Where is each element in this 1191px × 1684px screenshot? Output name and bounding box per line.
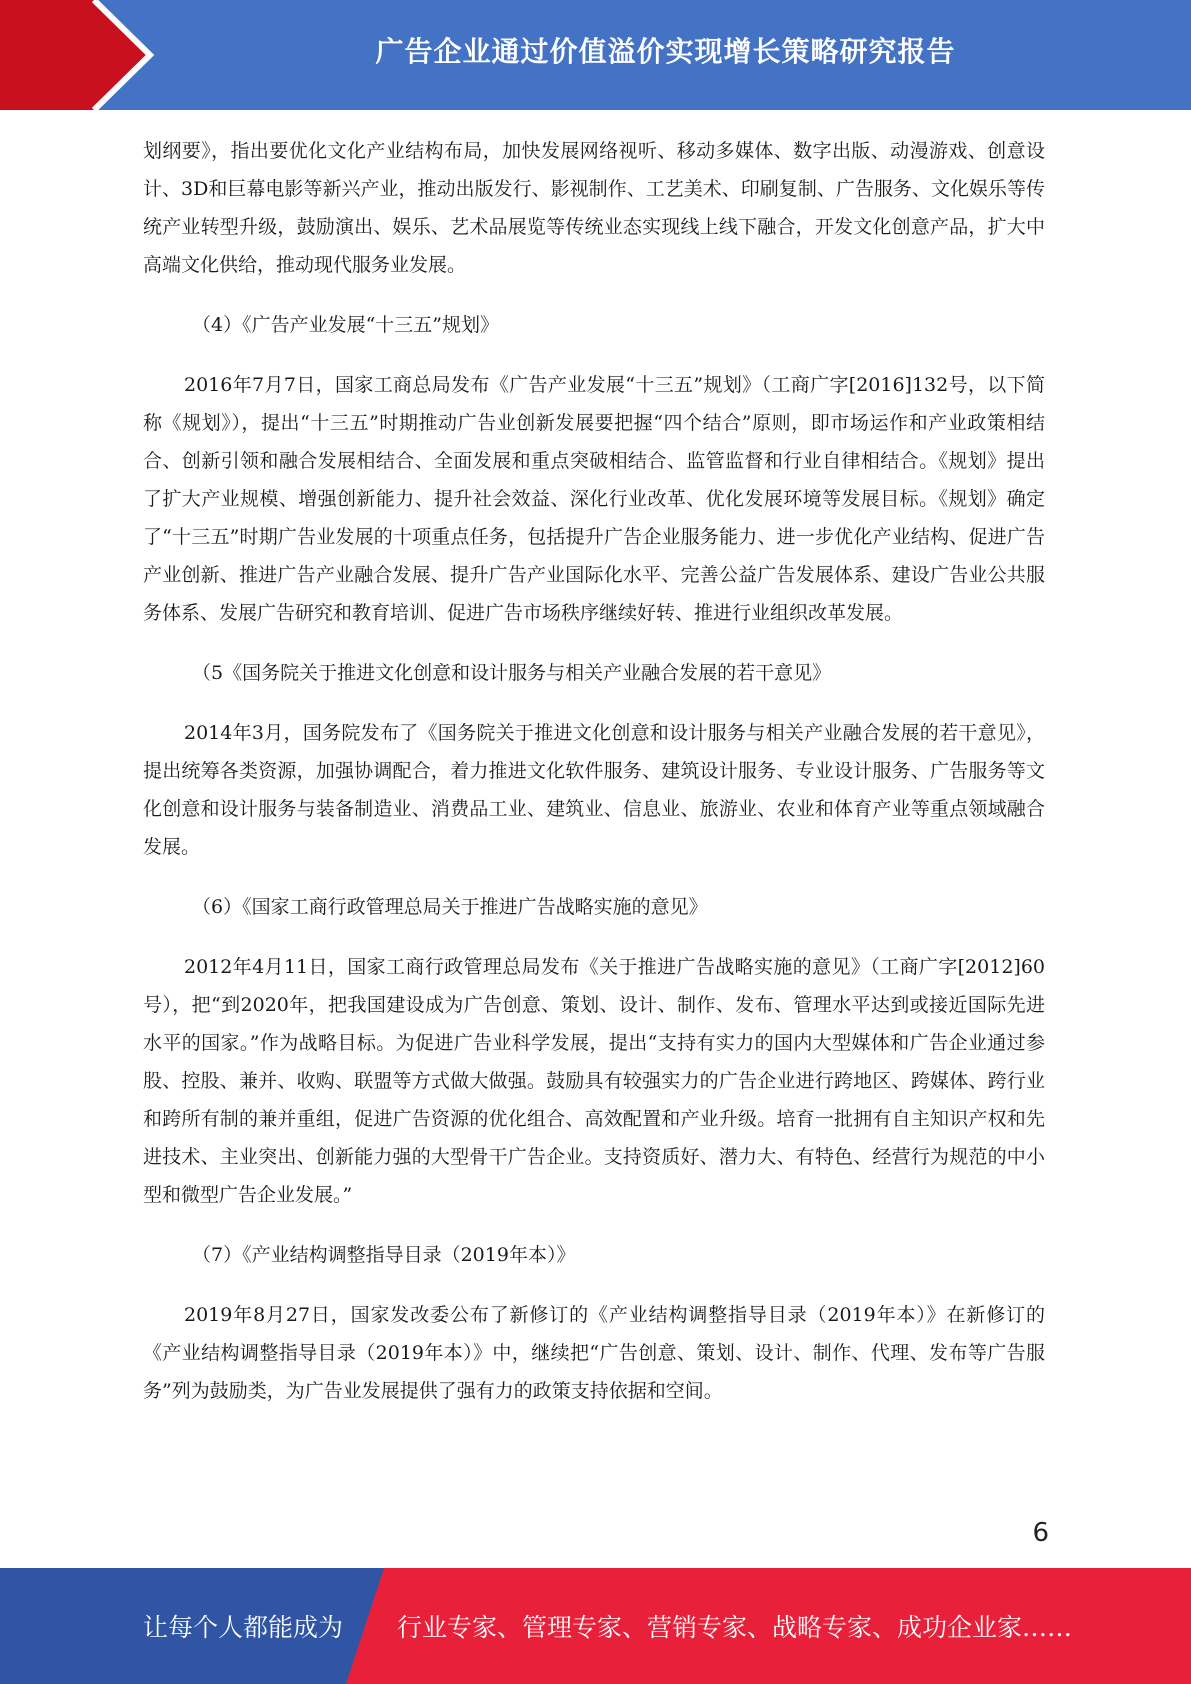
paragraph-continued: 划纲要》，指出要优化文化产业结构布局，加快发展网络视听、移动多媒体、数字出版、动漫游戏、创意设计、3D和巨幕电影等新兴产业，推动出版发行、影视制作、工艺美术、印刷复制、广告服务、文化娱乐等传统产业转型升级，鼓励演出、娱乐、艺术品展览等传统业态实现线上线下融合，开发文化创意产品，扩大中高端文化供给，推动现代服务业发展。	[143, 140, 1045, 276]
paragraph-section-7: 2019年8月27日，国家发改委公布了新修订的《产业结构调整指导目录（2019年本）》在新修订的《产业结构调整指导目录（2019年本）》中，继续把“广告创意、策划、设计、制作、代理、发布等广告服务”列为鼓励类，为广告业发展提供了强有力的政策支持依据和空间。	[143, 1304, 1045, 1402]
page-footer	[0, 1568, 1191, 1684]
section-heading-6: （6）《国家工商行政管理总局关于推进广告战略实施的意见》	[192, 896, 708, 918]
document-body	[143, 132, 1045, 1432]
section-heading-5: （5《国务院关于推进文化创意和设计服务与相关产业融合发展的若干意见》	[192, 662, 832, 684]
footer-slogan-left: 让每个人都能成为	[143, 1613, 344, 1642]
footer-slogan-right: 行业专家、管理专家、营销专家、战略专家、成功企业家……	[397, 1613, 1073, 1642]
paragraph-section-5: 2014年3月，国务院发布了《国务院关于推进文化创意和设计服务与相关产业融合发展的若干意见》，提出统筹各类资源，加强协调配合，着力推进文化软件服务、建筑设计服务、专业设计服务、广告服务等文化创意和设计服务与装备制造业、消费品工业、建筑业、信息业、旅游业、农业和体育产业等重点领域融合发展。	[143, 722, 1045, 858]
page-header	[0, 0, 1191, 110]
section-heading-7: （7）《产业结构调整指导目录（2019年本）》	[192, 1244, 576, 1266]
paragraph-section-4: 2016年7月7日，国家工商总局发布《广告产业发展“十三五”规划》（工商广字[2016]132号，以下简称《规划》），提出“十三五”时期推动广告业创新发展要把握“四个结合”原则，即市场运作和产业政策相结合、创新引领和融合发展相结合、全面发展和重点突破相结合、监管监督和行业自律相结合。《规划》提出了扩大产业规模、增强创新能力、提升社会效益、深化行业改革、优化发展环境等发展目标。《规划》确定了“十三五”时期广告业发展的十项重点任务，包括提升广告企业服务能力、进一步优化产业结构、促进广告产业创新、推进广告产业融合发展、提升广告产业国际化水平、完善公益广告发展体系、建设广告业公共服务体系、发展广告研究和教育培训、促进广告市场秩序继续好转、推进行业组织改革发展。	[143, 374, 1045, 624]
section-heading-4: （4）《广告产业发展“十三五”规划》	[192, 314, 500, 336]
page-number: 6	[1032, 1518, 1049, 1548]
paragraph-section-6: 2012年4月11日，国家工商行政管理总局发布《关于推进广告战略实施的意见》（工商广字[2012]60号），把“到2020年，把我国建设成为广告创意、策划、设计、制作、发布、管理水平达到或接近国际先进水平的国家。”作为战略目标。为促进广告业科学发展，提出“支持有实力的国内大型媒体和广告企业通过参股、控股、兼并、收购、联盟等方式做大做强。鼓励具有较强实力的广告企业进行跨地区、跨媒体、跨行业和跨所有制的兼并重组，促进广告资源的优化组合、高效配置和产业升级。培育一批拥有自主知识产权和先进技术、主业突出、创新能力强的大型骨干广告企业。支持资质好、潜力大、有特色、经营行为规范的中小型和微型广告企业发展。”	[143, 956, 1045, 1206]
report-title: 广告企业通过价值溢价实现增长策略研究报告	[375, 35, 956, 68]
